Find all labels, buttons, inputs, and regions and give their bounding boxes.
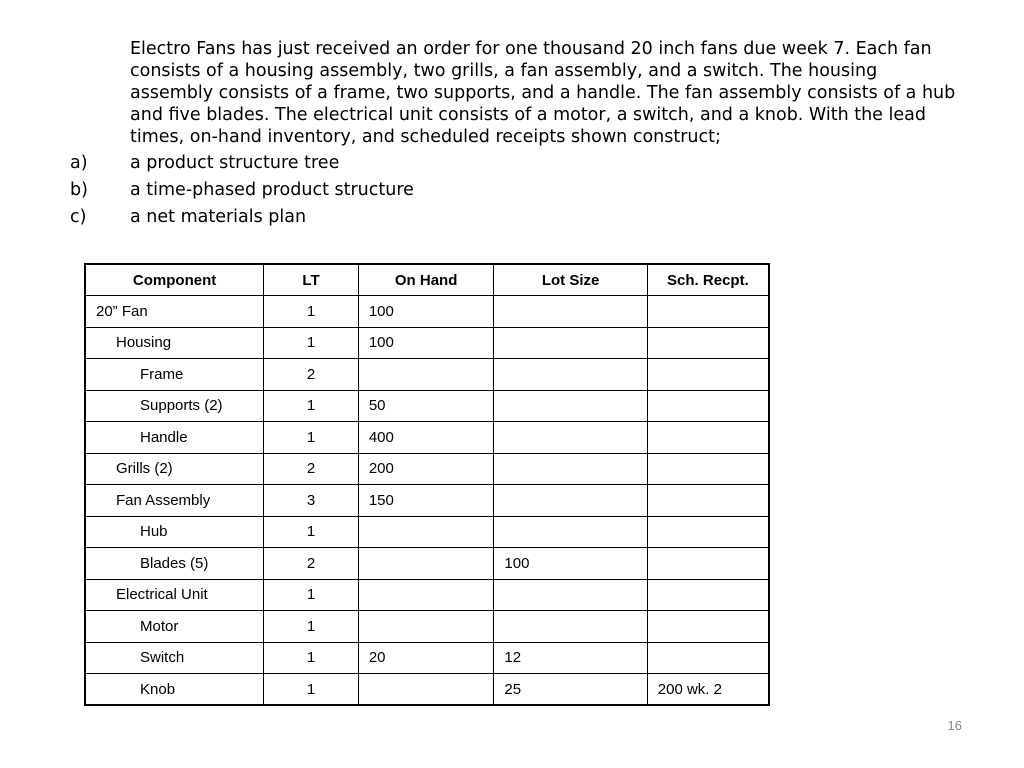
table-row (85, 359, 769, 391)
header-component: Component (85, 264, 264, 296)
task-marker: c) (70, 207, 87, 227)
problem-statement: Electro Fans has just received an order for one thousand 20 inch fans due week 7. Each fan consists of a housing assembly, two grills, a fan assembly, and a switch. The housing assembly consists of a frame, two supports, and a handle. The fan assembly consists of a hub and five blades. The electrical unit consists of a motor, a switch, and a knob. With the lead times, on-hand inventory, and scheduled receipts shown construct; (130, 39, 956, 147)
table-row (85, 485, 769, 517)
cell-on-hand: 200 (358, 453, 494, 485)
cell-lot-size: 12 (494, 642, 647, 674)
table-row (85, 674, 769, 706)
cell-lot-size (494, 390, 647, 422)
cell-lt: 1 (264, 296, 359, 328)
cell-on-hand: 50 (358, 390, 494, 422)
cell-sch-recpt (647, 485, 769, 517)
table-row (85, 422, 769, 454)
cell-sch-recpt (647, 579, 769, 611)
task-item (70, 152, 414, 179)
cell-lt: 2 (264, 359, 359, 391)
header-on-hand: On Hand (358, 264, 494, 296)
cell-lt: 1 (264, 579, 359, 611)
cell-lt: 2 (264, 548, 359, 580)
cell-sch-recpt (647, 422, 769, 454)
cell-lt: 1 (264, 642, 359, 674)
cell-component: Electrical Unit (85, 579, 264, 611)
table-row (85, 296, 769, 328)
table-body (85, 296, 769, 706)
cell-lt: 1 (264, 674, 359, 706)
inventory-table (84, 263, 770, 706)
cell-sch-recpt: 200 wk. 2 (647, 674, 769, 706)
cell-on-hand (358, 548, 494, 580)
cell-on-hand: 400 (358, 422, 494, 454)
cell-lot-size (494, 516, 647, 548)
cell-sch-recpt (647, 390, 769, 422)
cell-lot-size (494, 453, 647, 485)
cell-lot-size (494, 422, 647, 454)
cell-on-hand: 100 (358, 327, 494, 359)
cell-lt: 1 (264, 516, 359, 548)
task-item (70, 206, 414, 233)
cell-component: Blades (5) (85, 548, 264, 580)
cell-on-hand: 150 (358, 485, 494, 517)
cell-sch-recpt (647, 611, 769, 643)
cell-component: Supports (2) (85, 390, 264, 422)
cell-lt: 3 (264, 485, 359, 517)
table-row (85, 327, 769, 359)
header-sch-recpt: Sch. Recpt. (647, 264, 769, 296)
cell-component: Frame (85, 359, 264, 391)
header-lt: LT (264, 264, 359, 296)
cell-component: Fan Assembly (85, 485, 264, 517)
cell-component: Knob (85, 674, 264, 706)
cell-lt: 1 (264, 611, 359, 643)
cell-lot-size (494, 327, 647, 359)
table-row (85, 453, 769, 485)
task-text: a net materials plan (130, 207, 307, 227)
cell-on-hand (358, 516, 494, 548)
task-marker: b) (70, 180, 88, 200)
cell-lot-size: 25 (494, 674, 647, 706)
task-text: a time-phased product structure (130, 180, 414, 200)
table-row (85, 390, 769, 422)
cell-component: Housing (85, 327, 264, 359)
cell-lt: 1 (264, 390, 359, 422)
cell-lot-size (494, 611, 647, 643)
cell-on-hand (358, 674, 494, 706)
cell-lot-size: 100 (494, 548, 647, 580)
table-row (85, 642, 769, 674)
cell-lt: 1 (264, 422, 359, 454)
cell-lot-size (494, 485, 647, 517)
cell-sch-recpt (647, 327, 769, 359)
cell-on-hand (358, 579, 494, 611)
cell-sch-recpt (647, 453, 769, 485)
cell-sch-recpt (647, 642, 769, 674)
cell-component: 20” Fan (85, 296, 264, 328)
cell-lt: 1 (264, 327, 359, 359)
page-number: 16 (947, 718, 962, 733)
cell-component: Motor (85, 611, 264, 643)
cell-on-hand (358, 359, 494, 391)
cell-component: Handle (85, 422, 264, 454)
cell-component: Grills (2) (85, 453, 264, 485)
cell-sch-recpt (647, 516, 769, 548)
header-lot-size: Lot Size (494, 264, 647, 296)
cell-lt: 2 (264, 453, 359, 485)
table-row (85, 516, 769, 548)
cell-on-hand (358, 611, 494, 643)
table-row (85, 579, 769, 611)
cell-sch-recpt (647, 359, 769, 391)
cell-on-hand: 20 (358, 642, 494, 674)
task-text: a product structure tree (130, 153, 340, 173)
cell-lot-size (494, 296, 647, 328)
cell-component: Switch (85, 642, 264, 674)
cell-sch-recpt (647, 296, 769, 328)
cell-lot-size (494, 579, 647, 611)
task-marker: a) (70, 153, 88, 173)
table-header-row (85, 264, 769, 296)
cell-on-hand: 100 (358, 296, 494, 328)
cell-sch-recpt (647, 548, 769, 580)
table-row (85, 611, 769, 643)
task-item (70, 179, 414, 206)
cell-lot-size (494, 359, 647, 391)
table-row (85, 548, 769, 580)
cell-component: Hub (85, 516, 264, 548)
task-list (70, 152, 414, 233)
